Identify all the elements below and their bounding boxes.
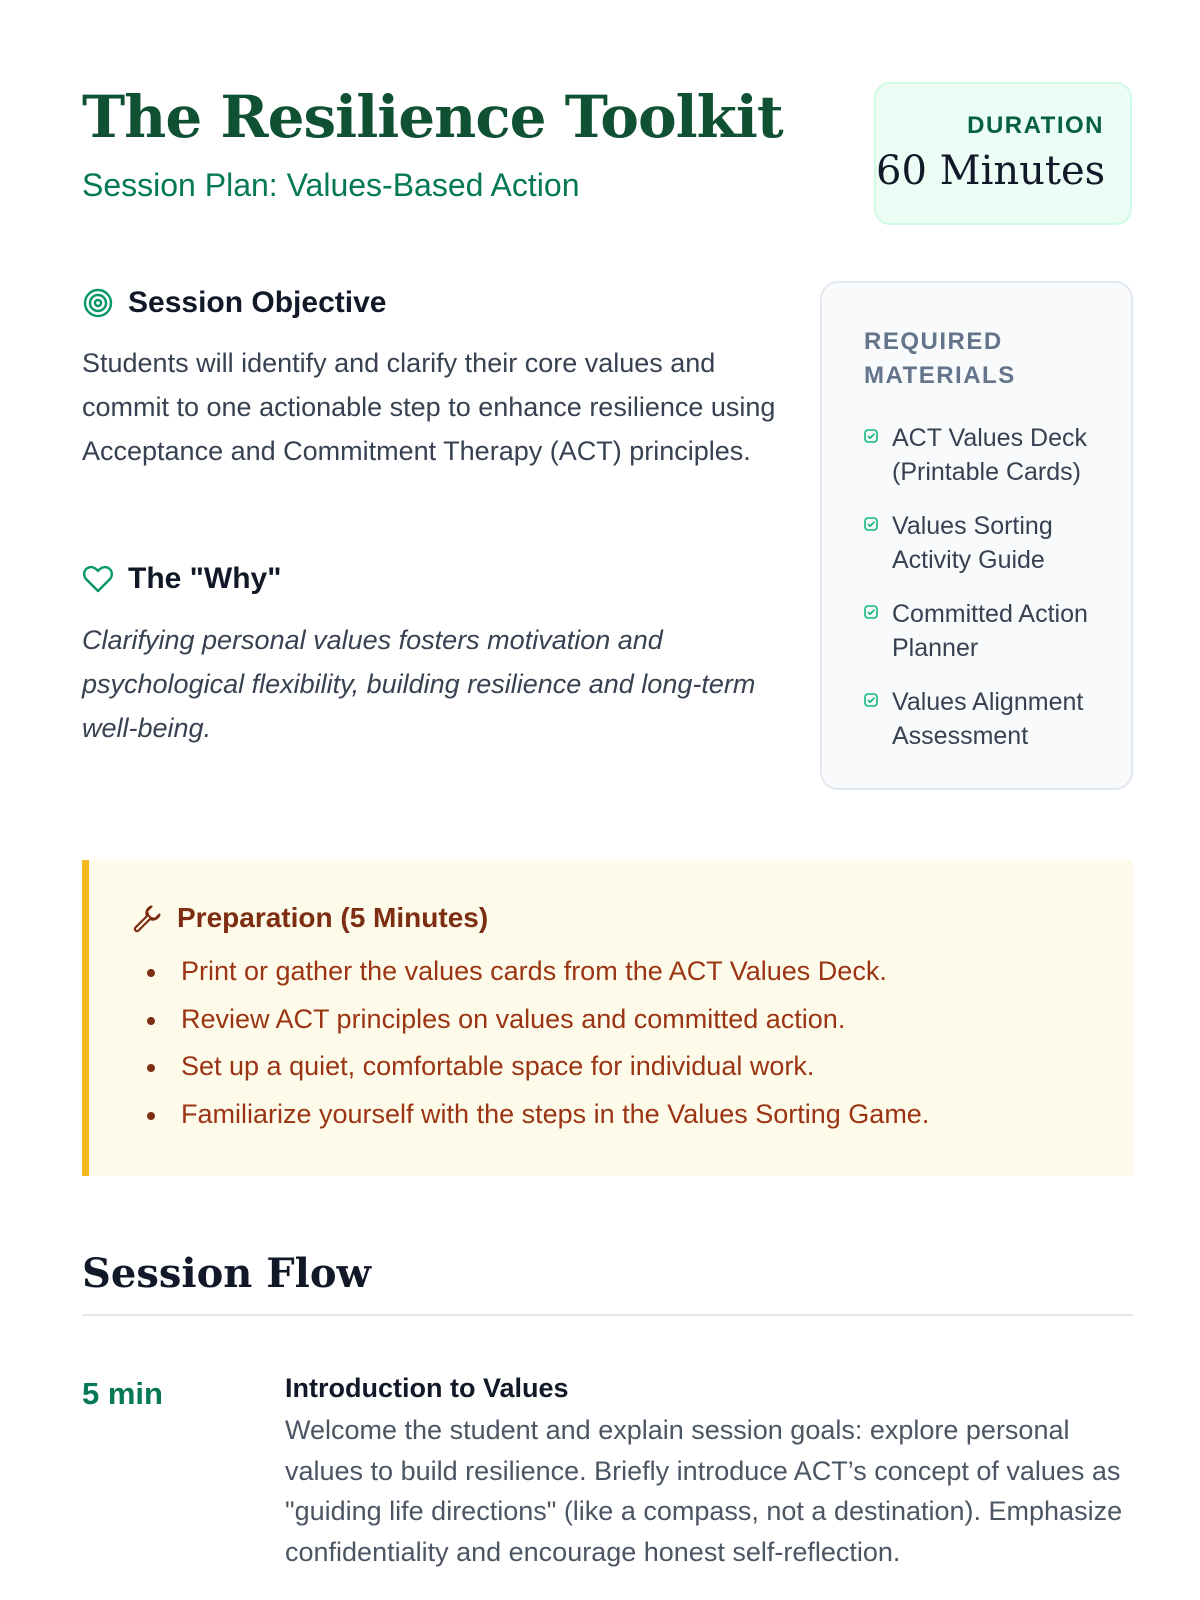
material-label: Values Alignment Assessment — [892, 688, 1084, 750]
duration-label: DURATION — [967, 112, 1104, 139]
preparation-item: Review ACT principles on values and committed action. — [131, 996, 1133, 1044]
checkbox-icon — [864, 517, 878, 531]
checkbox-icon — [864, 605, 878, 619]
why-heading-row — [82, 562, 281, 596]
material-item — [864, 597, 1111, 665]
duration-card — [874, 82, 1132, 225]
material-label: Committed Action Planner — [892, 600, 1088, 662]
page-subtitle: Session Plan: Values-Based Action — [82, 167, 580, 203]
material-label: Values Sorting Activity Guide — [892, 512, 1053, 574]
section-divider — [82, 1314, 1133, 1316]
flow-step-time: 5 min — [82, 1376, 163, 1411]
material-item — [864, 509, 1111, 577]
preparation-item: Set up a quiet, comfortable space for individual work. — [131, 1043, 1133, 1091]
wrench-icon — [131, 902, 163, 934]
material-label: ACT Values Deck (Printable Cards) — [892, 424, 1087, 486]
preparation-callout — [82, 860, 1133, 1176]
materials-list — [864, 421, 1111, 753]
objective-heading-row — [82, 286, 386, 320]
material-item — [864, 685, 1111, 753]
page-title: The Resilience Toolkit — [82, 83, 783, 151]
flow-step-title: Introduction to Values — [285, 1373, 569, 1403]
duration-value: 60 Minutes — [876, 148, 1106, 194]
why-heading: The "Why" — [128, 562, 282, 595]
target-icon — [82, 287, 114, 319]
preparation-heading: Preparation (5 Minutes) — [177, 902, 489, 933]
checkbox-icon — [864, 429, 878, 443]
preparation-item: Print or gather the values cards from the ACT Values Deck. — [131, 948, 1133, 996]
heart-icon — [82, 564, 114, 594]
checkbox-icon — [864, 693, 878, 707]
objective-heading: Session Objective — [128, 286, 387, 319]
preparation-list — [131, 948, 1133, 1138]
preparation-heading-row — [131, 902, 1133, 934]
why-text: Clarifying personal values fosters motivation and psychological flexibility, building resilience and long-term well-being. — [82, 625, 756, 743]
materials-card — [820, 281, 1133, 790]
material-item — [864, 421, 1111, 489]
flow-step-body — [285, 1370, 1133, 1572]
materials-title: REQUIRED MATERIALS — [864, 328, 1016, 389]
session-flow-title: Session Flow — [82, 1250, 371, 1297]
preparation-item: Familiarize yourself with the steps in the Values Sorting Game. — [131, 1091, 1133, 1139]
objective-text: Students will identify and clarify their core values and commit to one actionable step to enhance resilience using Acceptance and Commitment Therapy (ACT) principles. — [82, 348, 776, 466]
flow-step-description: Welcome the student and explain session goals: explore personal values to build resilience. Briefly introduce ACT’s concept of values as "guiding life directions" (like a compass, not a destination). Emphasize confidentiality and encourage honest self-reflection. — [285, 1415, 1123, 1567]
